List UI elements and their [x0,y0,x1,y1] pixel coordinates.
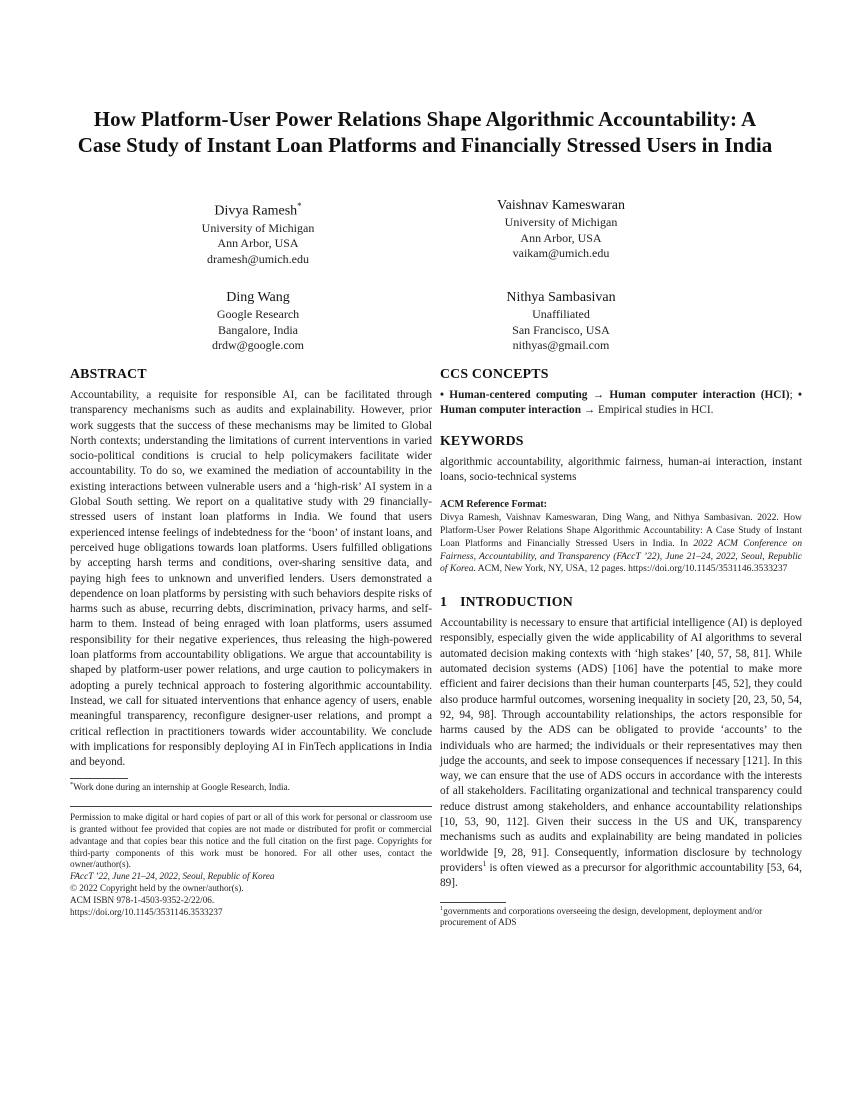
section-title: INTRODUCTION [460,594,573,610]
ccs-concept-2: • Human computer interaction [440,389,803,417]
permission-block [70,806,432,918]
author-affiliation: Unaffiliated [532,307,590,322]
author-city: Ann Arbor, USA [520,230,602,245]
author-email: nithyas@gmail.com [512,338,610,353]
introduction-paragraph [440,616,802,891]
title-area [0,106,850,158]
author-city: Ann Arbor, USA [217,236,299,251]
author-block-4 [408,289,714,354]
doi-line: https://doi.org/10.1145/3531146.3533237 [70,906,223,917]
author-name [408,197,714,215]
author-email: dramesh@umich.edu [206,251,310,266]
footnote-star-text: Work done during an internship at Google Research, India. [73,782,290,793]
ccs-arrow-2: → [583,404,598,417]
footnote-1-mark: 1 [440,904,444,912]
footnote-1-ref: 1 [482,859,487,869]
author-footnote-mark: * [297,201,302,211]
keywords-section [440,433,802,486]
abstract-text: Accountability, a requisite for responsible AI, can be facilitated through transparency mechanisms such as audits and explainability. However, prior work suggests that the success of these mechanisms may be limited to Global North contexts; understanding the limitations of current interventions in varied socio-political conditions is crucial to help policymakers facilitate wider accountability. To do so, we examined the mediation of accountability in the existing interactions between vulnerable users and a ‘high-risk’ AI system in a Global South setting. We report on a qualitative study with 29 financially-stressed users of instant loan platforms in India. We found that users experienced intense feelings of indebtedness for the ‘boon’ of instant loans, and perceived huge obligations towards loan platforms. Users fulfilled obligations by accepting harsh terms and conditions, over-sharing sensitive data, and paying high fees to unknown and unverified lenders. Users demonstrated a dependence on loan platforms by persisting with such behaviors despite risks of harms such as abuse, recurring debts, discrimination, privacy harms, and self-harm to them. Instead of being enraged with loan platforms, users assumed responsibility for their negative experiences, thus releasing the high-powered loan platforms from accountability obligations. We argue that accountability is shaped by platform-user power relations, and urge caution to policymakers in adopting a purely technical approach to fostering algorithmic accountability. Instead, we call for situated interventions that enhance agency of users, enable meaningful transparency, reconfigure designer-user relations, and prompt a critical reflection in practitioners towards wider accountability. We conclude with implications for responsibly deploying AI in FinTech applications in India and beyond. [70,389,432,769]
author-name-text: Vaishnav Kameswaran [497,198,625,213]
ccs-concept-1-child: Human computer interaction (HCI) [609,389,790,401]
acm-ref-text [440,512,802,576]
author-name-text: Ding Wang [226,290,290,306]
ccs-heading: CCS CONCEPTS [440,366,549,381]
author-name-text: Nithya Sambasivan [506,290,616,306]
acm-ref-venue: 2022 ACM Conference on Fairness, Accountability, and Transparency (FAccT ’22), June 21–24, 2022, Seoul, Republic of Korea. [440,537,802,575]
acm-ref-citation: Divya Ramesh, Vaishnav Kameswaran, Ding Wang, and Nithya Sambasivan. 2022. How Platform-User Power Relations Shape Algorithmic Accountability: A Case Study of Instant Loan Platforms and Financially Stressed Users in India. In [440,512,802,549]
right-column [440,366,802,929]
author-affiliation: University of Michigan [504,215,618,229]
footnote-1-text: governments and corporations overseeing the design, development, deployment and/or procurement of ADS [440,905,763,928]
permission-divider [70,806,432,807]
paper-title: How Platform-User Power Relations Shape Algorithmic Accountability: A Case Study of Instant Loan Platforms and Financially Stressed Users in India [77,107,773,157]
acm-ref-heading: ACM Reference Format: [440,499,547,511]
venue-line: FAccT ’22, June 21–24, 2022, Seoul, Republic of Korea [70,871,275,882]
author-city: Bangalore, India [218,322,298,337]
intro-text-before-footnote: Accountability is necessary to ensure that artificial intelligence (AI) is deployed responsibly, especially given the wide applicability of AI algorithms to several automated decision making contexts with ‘high stakes’ [40, 57, 58, 81]. While automated decision systems (ADS) [106] have the potential to make more efficient and fairer decisions than their human counterparts [45, 52], they could also produce harmful outcomes, worsening inequality in society [20, 23, 50, 54, 92, 94, 98]. Through accountability relationships, the actors responsible for harms caused by the ADS can be obligated to provide ‘accounts’ to the individuals who are harmed; the individuals or their representatives may then judge the accounts, and seek to impose consequences if necessary [121]. In this way, we can ensure that the use of ADS occurs in accordance with the interests of all stakeholders. Facilitating organizational and technical transparency could reduce distrust among stakeholders, and enhance accountability relationships [10, 53, 90, 112]. Given their success in the US and UK, transparency mechanisms such as audits and explainability are being mandated in policies worldwide [9, 28, 91]. Consequently, information disclosure by technology providers [440,617,802,874]
isbn-line: ACM ISBN 978-1-4503-9352-2/22/06. [70,894,215,905]
author-block-2 [408,197,714,267]
author-name [108,289,408,307]
author-city: San Francisco, USA [512,322,610,337]
acm-reference-section [440,499,802,576]
ccs-separator: ; [789,389,799,401]
introduction-section [440,594,802,891]
footnote-1-block [440,902,802,930]
ccs-arrow-1: → [592,389,610,401]
author-footnote-block [70,778,432,794]
ccs-concept-1: • Human-centered computing [440,389,593,401]
author-affiliation: University of Michigan [201,220,315,235]
copyright-line: © 2022 Copyright held by the owner/author(s). [70,883,244,893]
author-name [408,289,714,307]
footnote-star-mark: * [70,781,74,789]
introduction-heading [440,594,802,610]
footnote-1 [440,906,802,930]
section-number: 1 [440,594,448,610]
footnote-divider [70,778,128,779]
ccs-concept-2-child: Empirical studies in HCI. [597,404,714,417]
author-affiliation: Google Research [216,307,300,322]
author-email: vaikam@umich.edu [512,246,610,260]
permission-text: Permission to make digital or hard copies of part or all of this work for personal or classroom use is granted without fee provided that copies are not made or distributed for profit or commercial advantage and that copies bear this notice and the full citation on the first page. Copyrights for third-party components of this work must be honored. For all other uses, contact the owner/author(s). [70,812,432,870]
ccs-text [440,388,802,419]
left-column [70,366,432,918]
author-footnote [70,782,432,794]
keywords-heading: KEYWORDS [440,432,524,448]
keywords-text: algorithmic accountability, algorithmic fairness, human-ai interaction, instant loans, socio-technical systems [440,455,802,483]
acm-ref-publisher: ACM, New York, NY, USA, 12 pages. [475,563,629,575]
author-name [108,197,408,221]
footnote-divider [440,902,506,903]
author-block-1 [108,197,408,267]
intro-text-after-footnote: is often viewed as a precursor for algorithmic accountability [53, 64, 89]. [440,861,802,890]
author-block-3 [108,289,408,354]
acm-ref-doi: https://doi.org/10.1145/3531146.3533237 [628,563,788,575]
abstract-heading: ABSTRACT [70,366,147,381]
author-grid [108,197,714,354]
author-email: drdw@google.com [211,338,305,353]
author-name-text: Divya Ramesh [214,203,298,219]
